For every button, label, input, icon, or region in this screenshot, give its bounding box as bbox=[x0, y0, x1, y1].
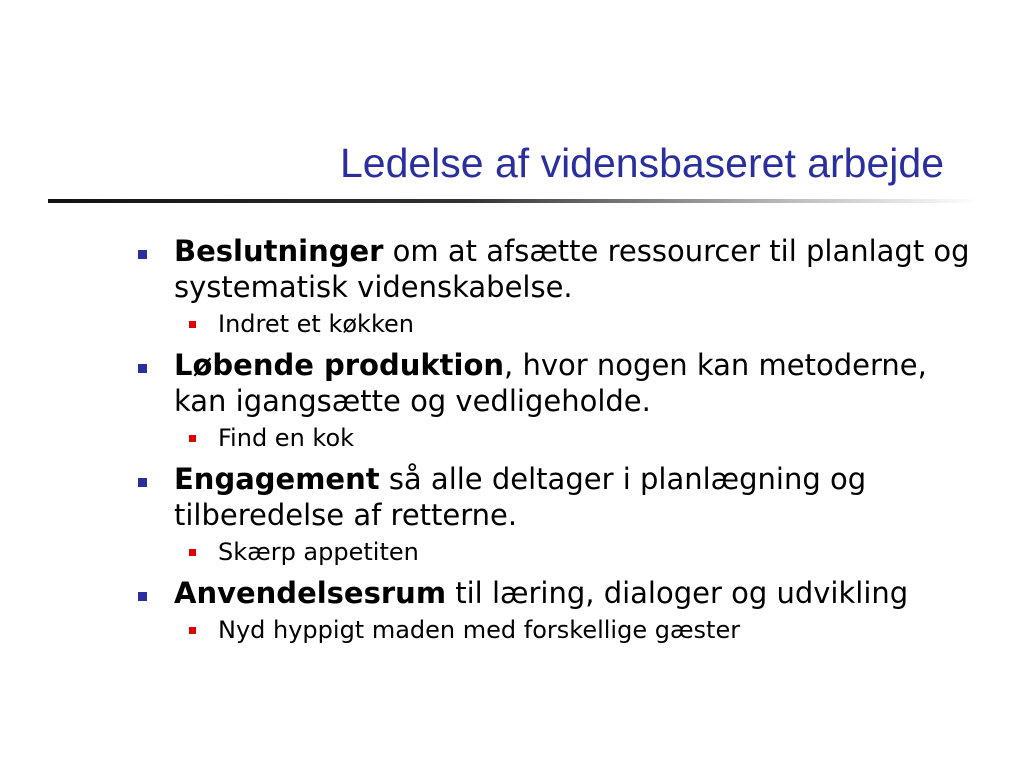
sub-list-item bbox=[138, 535, 1018, 569]
square-bullet-icon bbox=[138, 364, 147, 373]
square-bullet-icon bbox=[189, 435, 196, 442]
sub-list-item bbox=[138, 613, 1018, 647]
sub-list-item bbox=[138, 421, 1018, 455]
bullet-text bbox=[174, 461, 984, 533]
bullet-text bbox=[174, 575, 984, 611]
sub-bullet-text: Find en kok bbox=[218, 424, 355, 452]
list-item bbox=[138, 233, 1018, 305]
bullet-text bbox=[174, 233, 984, 305]
list-item bbox=[138, 347, 1018, 419]
list-item bbox=[138, 461, 1018, 533]
square-bullet-icon bbox=[138, 592, 147, 601]
slide-title: Ledelse af vidensbaseret arbejde bbox=[339, 140, 944, 186]
bullet-body: så alle deltager i planlægning og tilberedelse af retterne. bbox=[174, 462, 867, 532]
sub-bullet-text: Skærp appetiten bbox=[218, 538, 419, 566]
sub-list-item bbox=[138, 307, 1018, 341]
bullet-keyword: Anvendelsesrum bbox=[174, 576, 447, 610]
sub-bullet-text: Indret et køkken bbox=[218, 310, 414, 338]
bullet-text bbox=[174, 347, 984, 419]
list-item bbox=[138, 575, 1018, 611]
bullet-list bbox=[138, 233, 1018, 653]
square-bullet-icon bbox=[189, 627, 196, 634]
bullet-body: til læring, dialoger og udvikling bbox=[446, 576, 909, 610]
bullet-body: om at afsætte ressourcer til planlagt og systematisk videnskabelse. bbox=[174, 234, 970, 304]
sub-bullet-text: Nyd hyppigt maden med forskellige gæster bbox=[218, 616, 741, 644]
square-bullet-icon bbox=[189, 549, 196, 556]
bullet-keyword: Beslutninger bbox=[174, 234, 384, 268]
square-bullet-icon bbox=[138, 478, 147, 487]
square-bullet-icon bbox=[138, 250, 147, 259]
square-bullet-icon bbox=[189, 321, 196, 328]
title-divider bbox=[48, 199, 978, 203]
bullet-keyword: Engagement bbox=[174, 462, 380, 496]
bullet-body: , hvor nogen kan metoderne, kan igangsætte og vedligeholde. bbox=[174, 348, 927, 418]
bullet-keyword: Løbende produktion bbox=[174, 348, 505, 382]
